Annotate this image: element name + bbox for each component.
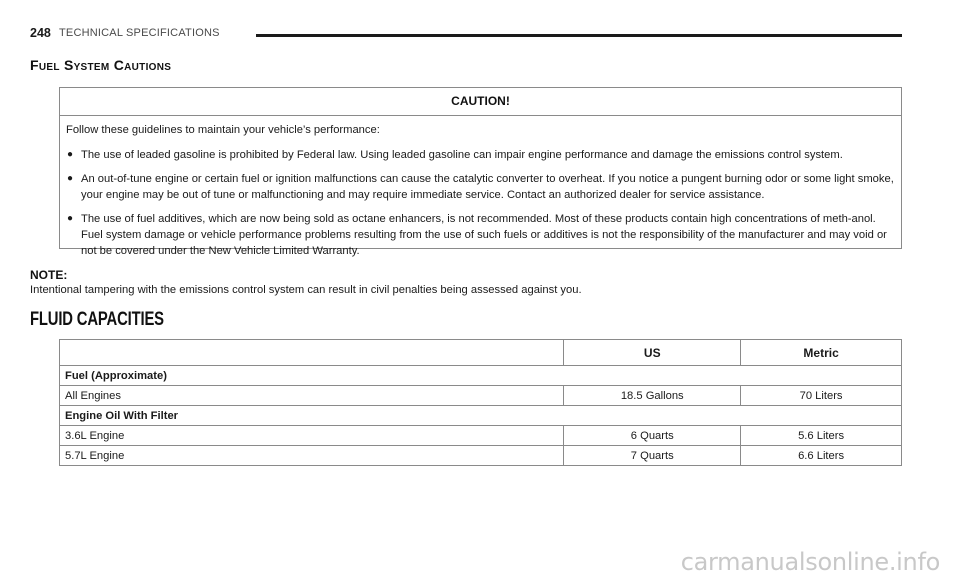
note-text: Intentional tampering with the emissions control system can result in civil penalties being assessed against you. — [30, 284, 582, 296]
watermark: carmanualsonline.info — [680, 548, 940, 576]
row-metric: 6.6 Liters — [741, 446, 902, 466]
caution-body — [60, 116, 901, 259]
fluid-capacities-table — [59, 339, 902, 466]
caution-item-text: The use of fuel additives, which are now being sold as octane enhancers, is not recommended. Most of these products contain high concentrations of meth-anol. Fuel system damage or vehicle performance problems resulting from the use of such fuels or additives is not the responsibility of the manufacturer and may void or not be covered under the New Vehicle Limited Warranty. — [81, 213, 887, 257]
caution-intro: Follow these guidelines to maintain your vehicle’s performance: — [66, 124, 380, 136]
table-row — [60, 446, 902, 466]
fluid-capacities-title: FLUID CAPACITIES — [30, 309, 164, 330]
caution-heading: CAUTION! — [60, 88, 901, 116]
fuel-system-cautions-title: Fuel System Cautions — [30, 57, 172, 73]
column-header-item — [60, 340, 564, 366]
table-group-row — [60, 406, 902, 426]
table-header-row — [60, 340, 902, 366]
caution-item — [66, 171, 895, 203]
group-engine-oil: Engine Oil With Filter — [60, 406, 902, 426]
bullet-icon: ● — [67, 173, 74, 184]
table-row — [60, 386, 902, 406]
note-label: NOTE: — [30, 268, 68, 282]
row-metric: 5.6 Liters — [741, 426, 902, 446]
caution-item-text: An out-of-tune engine or certain fuel or ignition malfunctions can cause the catalytic converter to overheat. If you notice a pungent burning odor or some light smoke, your engine may be out of tune or malfunctioning and may require immediate service. Contact an authorized dealer for service assistance. — [81, 173, 894, 201]
running-header-title: TECHNICAL SPECIFICATIONS — [59, 27, 220, 39]
caution-item-text: The use of leaded gasoline is prohibited by Federal law. Using leaded gasoline can impair engine performance and damage the emissions control system. — [81, 149, 843, 161]
page-header — [30, 24, 902, 44]
row-item: 3.6L Engine — [60, 426, 564, 446]
row-item: All Engines — [60, 386, 564, 406]
bullet-icon: ● — [67, 149, 74, 160]
table-row — [60, 426, 902, 446]
column-header-us: US — [564, 340, 741, 366]
column-header-metric: Metric — [741, 340, 902, 366]
caution-list — [66, 147, 895, 259]
caution-item — [66, 211, 895, 259]
row-item: 5.7L Engine — [60, 446, 564, 466]
row-us: 18.5 Gallons — [564, 386, 741, 406]
group-fuel: Fuel (Approximate) — [60, 366, 902, 386]
caution-box — [59, 87, 902, 257]
row-metric: 70 Liters — [741, 386, 902, 406]
page-number: 248 — [30, 26, 51, 40]
bullet-icon: ● — [67, 213, 74, 224]
header-rule — [256, 34, 902, 37]
row-us: 7 Quarts — [564, 446, 741, 466]
caution-item — [66, 147, 895, 163]
row-us: 6 Quarts — [564, 426, 741, 446]
table-group-row — [60, 366, 902, 386]
